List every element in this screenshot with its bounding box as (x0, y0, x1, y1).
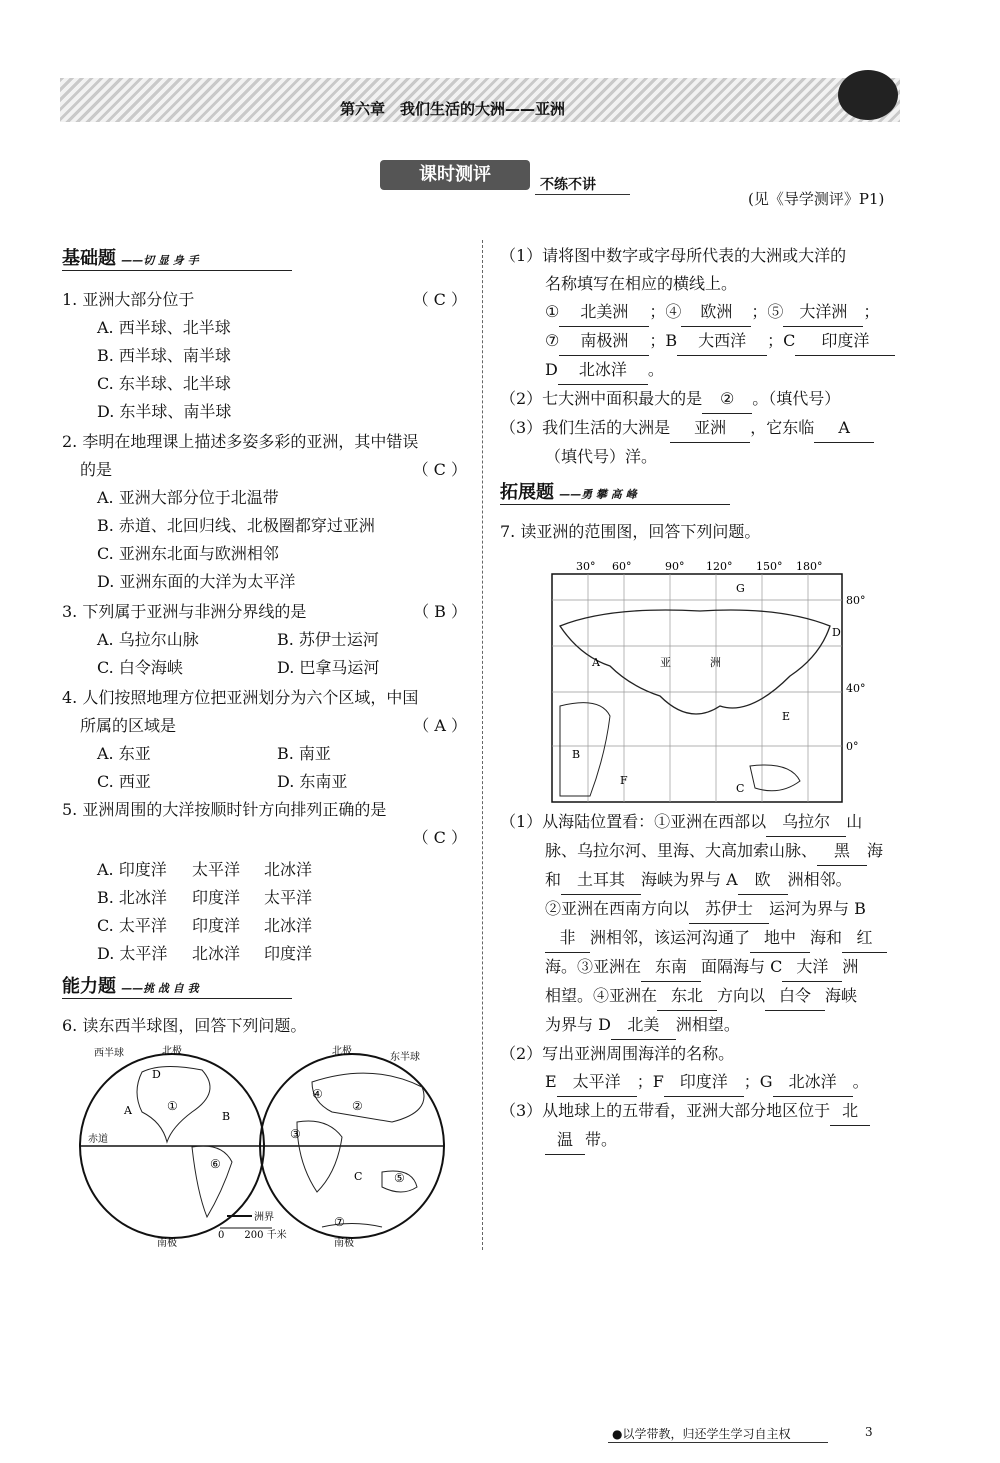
lon-label: 180° (796, 560, 823, 573)
hemisphere-map (72, 1042, 472, 1254)
q2-option: A. 亚洲大部分位于北温带 (97, 488, 279, 507)
q7-answer-africa[interactable]: 非 (545, 924, 590, 953)
q5-answer: （ C ） (412, 828, 467, 847)
australia-shape (750, 765, 800, 791)
q4-stem-2: 所属的区域是 (80, 716, 177, 735)
section-ability (62, 972, 292, 999)
q5-option: 印度洋 (192, 916, 241, 935)
map-label-d: D (832, 626, 841, 639)
map-label-east: 东半球 (390, 1052, 420, 1063)
q7-answer-ocean[interactable]: 大洋 (782, 953, 842, 982)
banner (340, 150, 630, 198)
column-divider (482, 240, 483, 1250)
section-basic-line (62, 270, 292, 271)
map-label-f: F (620, 774, 628, 787)
q7-answer-suez[interactable]: 苏伊士 (689, 895, 769, 924)
africa-shape (560, 703, 610, 796)
map-label-7: ⑦ (334, 1215, 345, 1229)
q6-p1a: （1）请将图中数字或字母所代表的大洲或大洋的 (500, 246, 847, 265)
q6-p2: （2）七大洲中面积最大的是 (500, 389, 703, 408)
question-4 (62, 684, 467, 796)
q6-answer-d[interactable]: 北冰洋 (558, 356, 648, 385)
q2-stem-2: 的是 (80, 460, 113, 479)
q1-option: A. 西半球、北半球 (97, 318, 231, 337)
map-label-5: ⑤ (394, 1171, 405, 1185)
map-label-1: ① (167, 1099, 178, 1113)
q7-answer-turkish[interactable]: 土耳其 (561, 866, 641, 895)
q4-stem: 4. 人们按照地理方位把亚洲划分为六个区域，中国 (62, 688, 419, 707)
lat-label: 0° (846, 740, 859, 753)
map-label-c: C (354, 1170, 363, 1183)
lon-label: 120° (706, 560, 733, 573)
q4-option: C. 西亚 (97, 772, 151, 791)
map-label-equator: 赤道 (88, 1134, 108, 1145)
q3-option: A. 乌拉尔山脉 (97, 630, 199, 649)
q6-answer-3b[interactable]: A (814, 414, 874, 443)
q2-answer: （ C ） (412, 460, 467, 479)
q3-option: D. 巴拿马运河 (277, 658, 380, 677)
q7-answer-eu[interactable]: 欧 (738, 866, 788, 895)
map-label-3: ③ (290, 1127, 301, 1141)
map-label-west: 西半球 (94, 1048, 124, 1059)
q6-p1b: 名称填写在相应的横线上。 (545, 274, 738, 293)
q5-option: D. 太平洋 (97, 944, 168, 963)
section-extend-title: 拓展题 (500, 482, 554, 503)
q7-answer-bering[interactable]: 白令 (765, 982, 825, 1011)
q4-option: B. 南亚 (277, 744, 331, 763)
q2-option: C. 亚洲东北面与欧洲相邻 (97, 544, 279, 563)
map-label-d: D (152, 1068, 161, 1081)
footer-line (608, 1442, 828, 1443)
map-legend: 洲界 (254, 1212, 274, 1223)
q5-option: 北冰洋 (192, 944, 241, 963)
lat-label: 80° (846, 594, 866, 607)
q6-sub-questions: （1）请将图中数字或字母所代表的大洲或大洋的 名称填写在相应的横线上。 ① 北美洲 ；④ 欧洲 ；⑤ 大洋洲 ； ⑦ 南极洲 ；B 大西洋 ；C 印度洋 D 北冰洋 。 （2）七大洲中面积最大的是 ② 。（填代号） （3）我们生活的大洲是 亚洲 ，它东临 A （填代号）洋。 (500, 242, 910, 471)
map-label-c: C (736, 782, 745, 795)
africa-shape (297, 1121, 342, 1192)
q7-answer-med[interactable]: 地中 (750, 924, 810, 953)
q6-answer-c[interactable]: 印度洋 (795, 327, 895, 356)
mascot-icon (838, 70, 898, 120)
map-label-a: A (592, 656, 600, 669)
section-basic (62, 244, 292, 271)
map-label-6: ⑥ (210, 1157, 221, 1171)
q1-answer: （ C ） (412, 290, 467, 309)
q6-p3-mid: ，它东临 (750, 418, 815, 437)
q2-option: D. 亚洲东面的大洋为太平洋 (97, 572, 296, 591)
map-label-north-w: 北极 (162, 1046, 182, 1057)
section-ability-line (62, 998, 292, 999)
q1-option: D. 东半球、南半球 (97, 402, 232, 421)
q7-answer-zone2[interactable]: 温 (545, 1126, 585, 1155)
q7-answer-se[interactable]: 东南 (641, 953, 701, 982)
map-label-g: G (736, 582, 745, 595)
q5-stem: 5. 亚洲周围的大洋按顺时针方向排列正确的是 (62, 800, 387, 819)
q7-answer-red[interactable]: 红 (842, 924, 887, 953)
section-extend (500, 478, 730, 505)
banner-subtitle: 不练不讲 (540, 177, 596, 193)
q4-answer: （ A ） (413, 716, 467, 735)
map-label-e: E (782, 710, 791, 723)
q6-answer-7[interactable]: 南极洲 (559, 327, 649, 356)
map-label-a: A (124, 1104, 132, 1117)
q7-answer-f[interactable]: 印度洋 (664, 1068, 744, 1097)
q6-answer-2[interactable]: ② (702, 385, 752, 414)
q2-stem: 2. 李明在地理课上描述多姿多彩的亚洲，其中错误 (62, 432, 419, 451)
asia-shape (560, 610, 830, 714)
reference-note: (见《导学测评》P1) (748, 190, 885, 208)
q5-option: 印度洋 (192, 888, 241, 907)
map-label-4: ④ (312, 1087, 323, 1101)
q7-answer-g[interactable]: 北冰洋 (773, 1068, 853, 1097)
q6-answer-5[interactable]: 大洋洲 (783, 298, 863, 327)
q6-answer-3[interactable]: 亚洲 (670, 414, 750, 443)
lon-label: 90° (665, 560, 685, 573)
q7-answer-ne[interactable]: 东北 (657, 982, 717, 1011)
question-1 (62, 286, 467, 426)
q3-option: C. 白令海峡 (97, 658, 183, 677)
q5-option: 太平洋 (192, 860, 241, 879)
map-label-asia-2: 洲 (710, 656, 721, 669)
q7-answer-black[interactable]: 黑 (817, 837, 867, 866)
lon-label: 30° (576, 560, 596, 573)
banner-title: 课时测评 (380, 160, 530, 190)
q3-stem: 3. 下列属于亚洲与非洲分界线的是 (62, 602, 307, 621)
section-ability-subtitle: ——挑 战 自 我 (121, 982, 199, 995)
q6-answer-4[interactable]: 欧洲 (681, 298, 751, 327)
q4-option: A. 东亚 (97, 744, 151, 763)
q5-option: C. 太平洋 (97, 916, 167, 935)
q2-option: B. 赤道、北回归线、北极圈都穿过亚洲 (97, 516, 375, 535)
q3-option: B. 苏伊士运河 (277, 630, 379, 649)
q6-p3-end: （填代号）洋。 (545, 447, 658, 466)
q1-option: C. 东半球、北半球 (97, 374, 231, 393)
question-2 (62, 428, 467, 596)
footer-slogan: ●以学带教，归还学生学习自主权 (612, 1427, 791, 1441)
q3-answer: （ B ） (413, 602, 467, 621)
q5-option: A. 印度洋 (97, 860, 167, 879)
q5-option: 北冰洋 (264, 916, 313, 935)
q5-option: B. 北冰洋 (97, 888, 167, 907)
q7-stem: 7. 读亚洲的范围图，回答下列问题。 (500, 522, 761, 541)
q4-option: D. 东南亚 (277, 772, 348, 791)
map-label-asia: 亚 (660, 656, 671, 669)
page-number: 3 (865, 1425, 873, 1439)
q6-p3: （3）我们生活的大洲是 (500, 418, 671, 437)
q7-answer-e[interactable]: 太平洋 (557, 1068, 637, 1097)
map-label-south-e: 南极 (334, 1238, 354, 1249)
section-extend-line (500, 504, 730, 505)
q6-p2-end: 。（填代号） (752, 389, 841, 408)
section-ability-title: 能力题 (62, 976, 116, 997)
q1-stem: 1. 亚洲大部分位于 (62, 290, 195, 309)
banner-line (535, 194, 630, 195)
q7-answer-zone1[interactable]: 北 (830, 1097, 870, 1126)
q6-stem: 6. 读东西半球图，回答下列问题。 (62, 1016, 307, 1035)
map-label-b: B (572, 748, 581, 761)
lon-label: 60° (612, 560, 632, 573)
map-scale: 0 200 千米 (218, 1230, 287, 1241)
eurasia-shape (312, 1073, 424, 1122)
q5-option: 印度洋 (264, 944, 313, 963)
asia-map (550, 556, 880, 806)
section-basic-title: 基础题 (62, 248, 116, 269)
q5-option: 北冰洋 (264, 860, 313, 879)
chapter-title: 第六章 我们生活的大洲——亚洲 (340, 100, 566, 118)
antarctica-shape (322, 1224, 382, 1228)
map-label-2: ② (352, 1099, 363, 1113)
lat-label: 40° (846, 682, 866, 695)
section-basic-subtitle: ——切 显 身 手 (121, 254, 199, 267)
q6-answer-1[interactable]: 北美洲 (559, 298, 649, 327)
q7-sub-questions: （1）从海陆位置看：①亚洲在西部以 乌拉尔 山 脉、乌拉尔河、里海、大高加索山脉、 黑 海 和 土耳其 海峡为界与 A 欧 洲相邻。 ②亚洲在西南方向以 苏伊士 运河为界与 B 非 洲相邻，该运河沟通了 地中 海和 红 海。③亚洲在 东南 面隔海与 C 大洋 洲 相望。④亚洲在 东北 方向以 白令 海峡 为界与 D 北美 洲相望。 （2）写出亚洲周围海洋的名称。 E 太平洋 ；F 印度洋 ；G 北冰洋 。 （3）从地球上的五带看，亚洲大部分地区位于 北 温 带。 (500, 808, 910, 1155)
q7-answer-ural[interactable]: 乌拉尔 (766, 808, 846, 837)
q5-option: 太平洋 (264, 888, 313, 907)
map-label-north-e: 北极 (332, 1046, 352, 1057)
map-frame (552, 574, 842, 802)
question-3 (62, 598, 467, 682)
q1-option: B. 西半球、南半球 (97, 346, 231, 365)
q6-answer-b[interactable]: 大西洋 (677, 327, 767, 356)
q7-answer-na[interactable]: 北美 (611, 1011, 676, 1040)
map-label-south-w: 南极 (157, 1238, 177, 1249)
question-5 (62, 796, 467, 968)
map-label-b: B (222, 1110, 231, 1123)
section-extend-subtitle: ——勇 攀 高 峰 (559, 488, 637, 501)
lon-label: 150° (756, 560, 783, 573)
